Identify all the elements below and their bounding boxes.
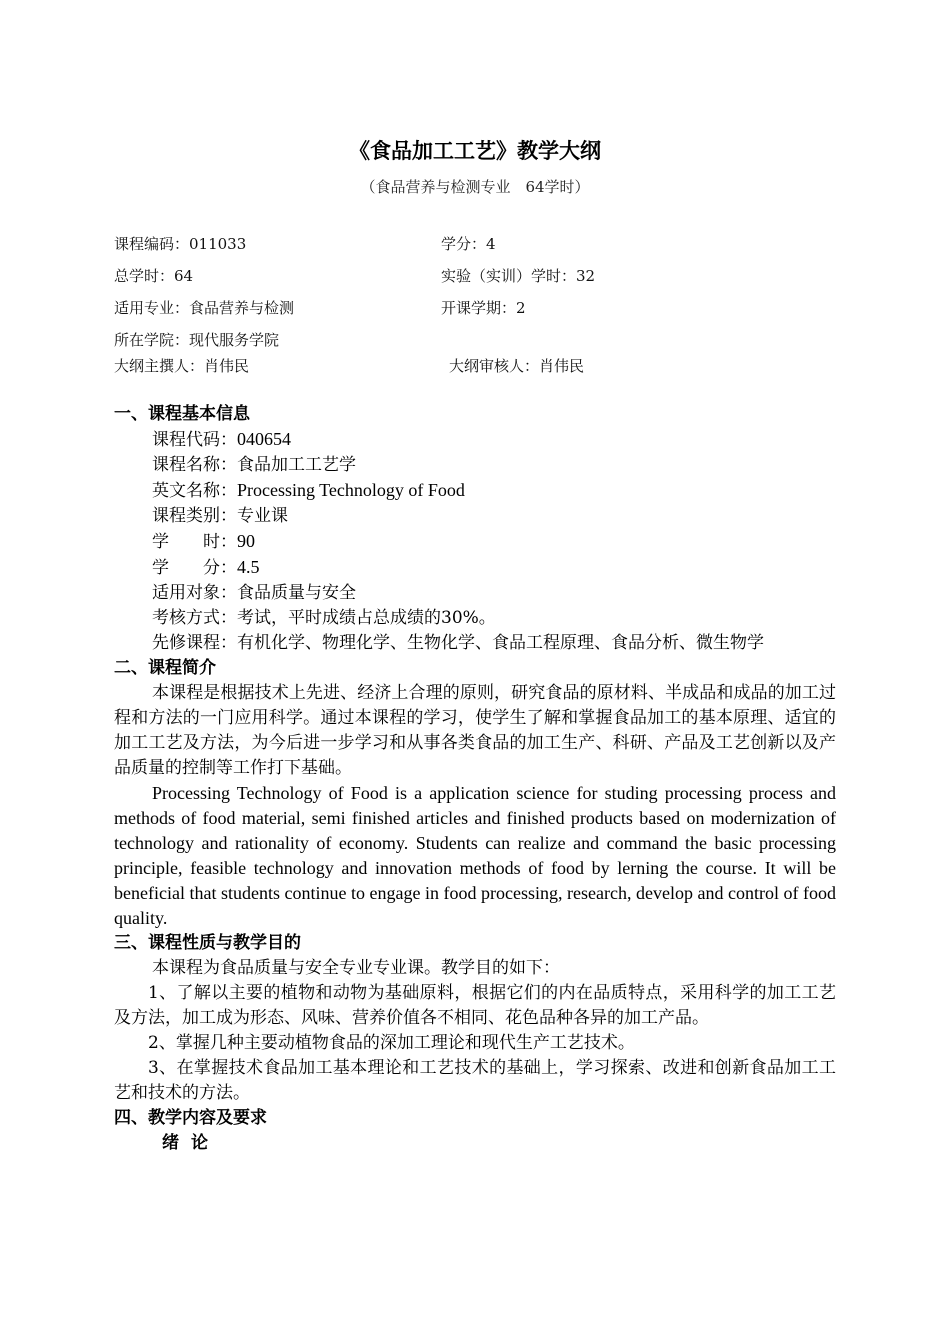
section-heading-2: 二、课程简介: [114, 658, 216, 678]
info-value: 食品质量与安全: [237, 583, 356, 603]
info-value: Processing Technology of Food: [237, 480, 465, 500]
info-line-name: [152, 453, 836, 478]
info-value: 专业课: [237, 506, 288, 526]
info-line-hours: [152, 529, 836, 555]
info-value: 90: [237, 531, 255, 551]
subsection-heading-introduction: 绪论: [162, 1133, 220, 1153]
intro-paragraph-chinese: 本课程是根据技术上先进、经济上合理的原则，研究食品的原材料、半成品和成品的加工过程和方法的一门应用科学。通过本课程的学习，使学生了解和掌握食品加工的基本原理、适宜的加工工艺及方法，为今后进一步学习和从事各类食品的加工生产、科研、产品及工艺创新以及产品质量的控制等工作打下基础。: [114, 683, 836, 778]
semester: 开课学期：2: [441, 299, 526, 317]
info-line-code: [152, 427, 836, 453]
info-label: 学 分：: [152, 558, 237, 578]
lab-hours: 实验（实训）学时：32: [441, 267, 596, 285]
info-line-credits: [152, 555, 836, 581]
info-label: 考核方式：: [152, 608, 237, 628]
purpose-item-2: 2、掌握几种主要动植物食品的深加工理论和现代生产工艺技术。: [148, 1033, 635, 1053]
info-label: 适用对象：: [152, 583, 237, 603]
document-subtitle: （食品营养与检测专业 64学时）: [360, 178, 590, 196]
info-line-prerequisites: 先修课程：有机化学、物理化学、生物化学、食品工程原理、食品分析、微生物学: [152, 633, 764, 653]
info-label: 课程代码：: [152, 430, 237, 450]
applicable-major: 适用专业：食品营养与检测: [114, 299, 295, 317]
section-heading-3: 三、课程性质与教学目的: [114, 933, 301, 953]
outline-reviewer: 大纲审核人：肖伟民: [449, 357, 585, 375]
info-line-category: [152, 504, 836, 529]
credits: 学分：4: [441, 235, 496, 253]
info-line-target: [152, 581, 836, 606]
info-line-assessment: [152, 606, 836, 631]
info-label: 课程类别：: [152, 506, 237, 526]
purpose-intro: 本课程为食品质量与安全专业专业课。教学目的如下：: [152, 958, 560, 978]
info-label: 英文名称：: [152, 481, 237, 501]
intro-paragraph-english: Processing Technology of Food is a application science for studing processing process and methods of food material, semi finished articles and finished products based on modernization of technology and rationality of economy. Students can realize and command the basic processing principle, feasible technology and innovation methods of food by lerning the course. It will be beneficial that students continue to engage in food processing, research, develop and control of food quality.: [114, 783, 836, 928]
college: 所在学院：现代服务学院: [114, 331, 280, 349]
info-value: 食品加工工艺学: [237, 455, 356, 475]
info-label: 学 时：: [152, 532, 237, 552]
info-value: 考试，平时成绩占总成绩的30%。: [237, 608, 496, 628]
document-title: 《食品加工工艺》教学大纲: [349, 139, 601, 163]
section-heading-4: 四、教学内容及要求: [114, 1108, 267, 1128]
document-body: [114, 402, 836, 1156]
outline-author: 大纲主撰人：肖伟民: [114, 357, 250, 375]
info-label: 课程名称：: [152, 455, 237, 475]
info-line-english-name: [152, 478, 836, 504]
total-hours: 总学时：64: [114, 267, 194, 285]
course-code: 课程编码：011033: [114, 235, 247, 253]
purpose-item-3: 3、在掌握技术食品加工基本理论和工艺技术的基础上，学习探索、改进和创新食品加工工艺和技术的方法。: [114, 1058, 836, 1103]
info-value: 4.5: [237, 557, 260, 577]
info-value: 040654: [237, 429, 291, 449]
section-heading-1: 一、课程基本信息: [114, 404, 250, 424]
purpose-item-1: 1、了解以主要的植物和动物为基础原料，根据它们的内在品质特点，采用科学的加工工艺及方法，加工成为形态、风味、营养价值各不相同、花色品种各异的加工产品。: [114, 983, 836, 1028]
